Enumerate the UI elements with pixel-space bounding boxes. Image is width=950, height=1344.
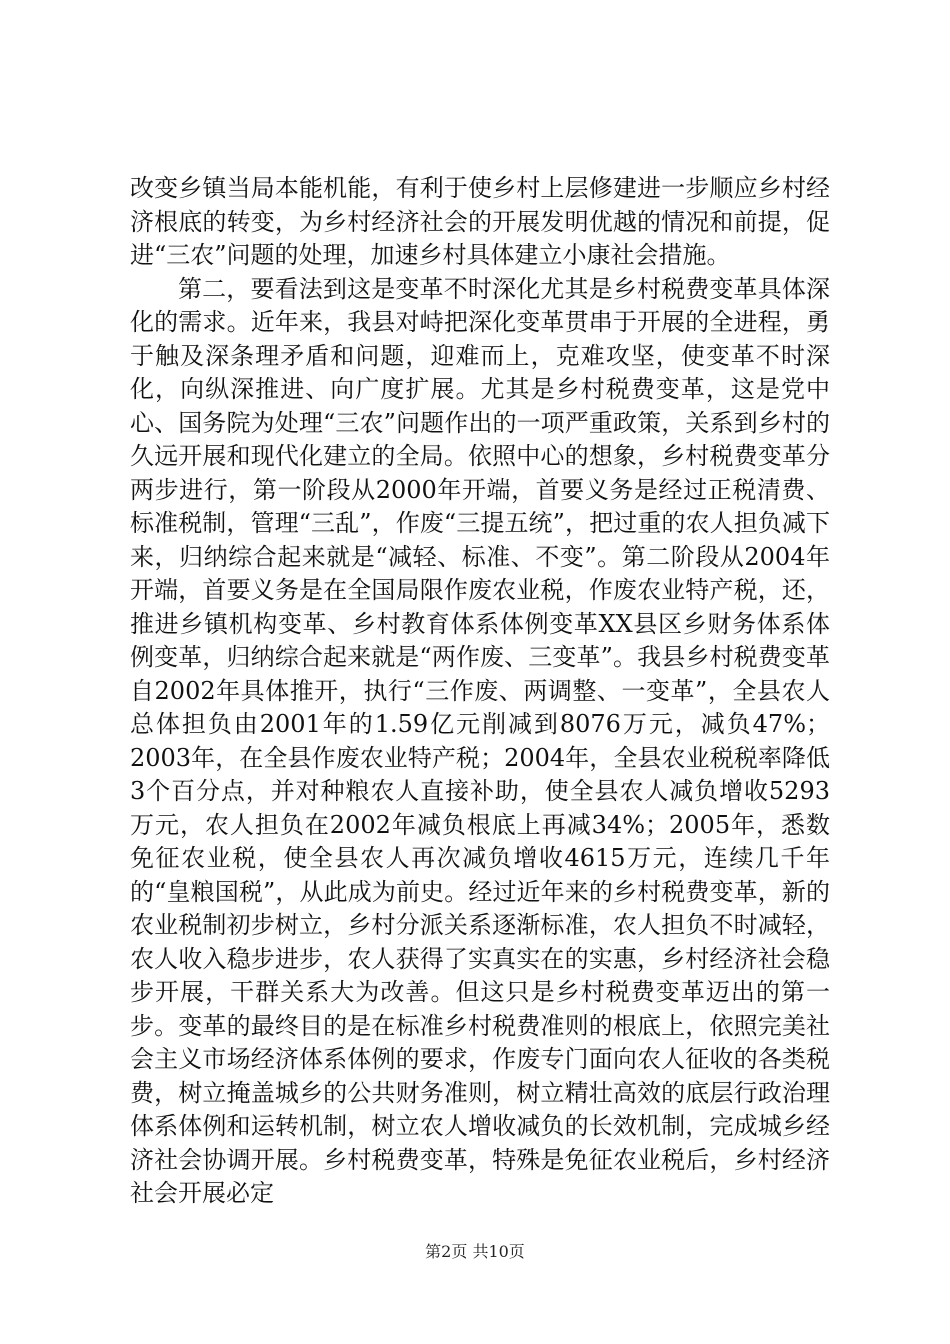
paragraph-2: 第二，要看法到这是变革不时深化尤其是乡村税费变革具体深化的需求。近年来，我县对峙把深化变革贯串于开展的全进程，勇于触及深条理矛盾和问题，迎难而上，克难攻坚，使变革不时深化，向纵深推进、向广度扩展。尤其是乡村税费变革，这是党中心、国务院为处理“三农”问题作出的一项严重政策，关系到乡村的久远开展和现代化建立的全局。依照中心的想象，乡村税费变革分两步进行，第一阶段从2000年开端，首要义务是经过正税清费、标准税制，管理“三乱”，作废“三提五统”，把过重的农人担负减下来，归纳综合起来就是“减轻、标准、不变”。第二阶段从2004年开端，首要义务是在全国局限作废农业税，作废农业特产税，还，推进乡镇机构变革、乡村教育体系体例变革XX县区乡财务体系体例变革，归纳综合起来就是“两作废、三变革”。我县乡村税费变革自2002年具体推开，执行“三作废、两调整、一变革”，全县农人总体担负由2001年的1.59亿元削减到8076万元，减负47%；2003年，在全县作废农业特产税；2004年，全县农业税税率降低3个百分点，并对种粮农人直接补助，使全县农人减负增收5293万元，农人担负在2002年减负根底上再减34%；2005年，悉数免征农业税，使全县农人再次减负增收4615万元，连续几千年的“皇粮国税”，从此成为前史。经过近年来的乡村税费变革，新的农业税制初步树立，乡村分派关系逐渐标准，农人担负不时减轻，农人收入稳步进步，农人获得了实真实在的实惠，乡村经济社会稳步开展，干群关系大为改善。但这只是乡村税费变革迈出的第一步。变革的最终目的是在标准乡村税费准则的根底上，依照完美社会主义市场经济体系体例的要求，作废专门面向农人征收的各类税费，树立掩盖城乡的公共财务准则，树立精壮高效的底层行政治理体系体例和运转机制，树立农人增收减负的长效机制，完成城乡经济社会协调开展。乡村税费变革，特殊是免征农业税后，乡村经济社会开展必定	[130, 274, 830, 1207]
body-text	[130, 172, 830, 1211]
paragraph-1: 改变乡镇当局本能机能，有利于使乡村上层修建进一步顺应乡村经济根底的转变，为乡村经济社会的开展发明优越的情况和前提，促进“三农”问题的处理，加速乡村具体建立小康社会措施。	[130, 174, 830, 269]
page-footer	[0, 1242, 950, 1262]
page-number: 第2页 共10页	[425, 1242, 525, 1261]
